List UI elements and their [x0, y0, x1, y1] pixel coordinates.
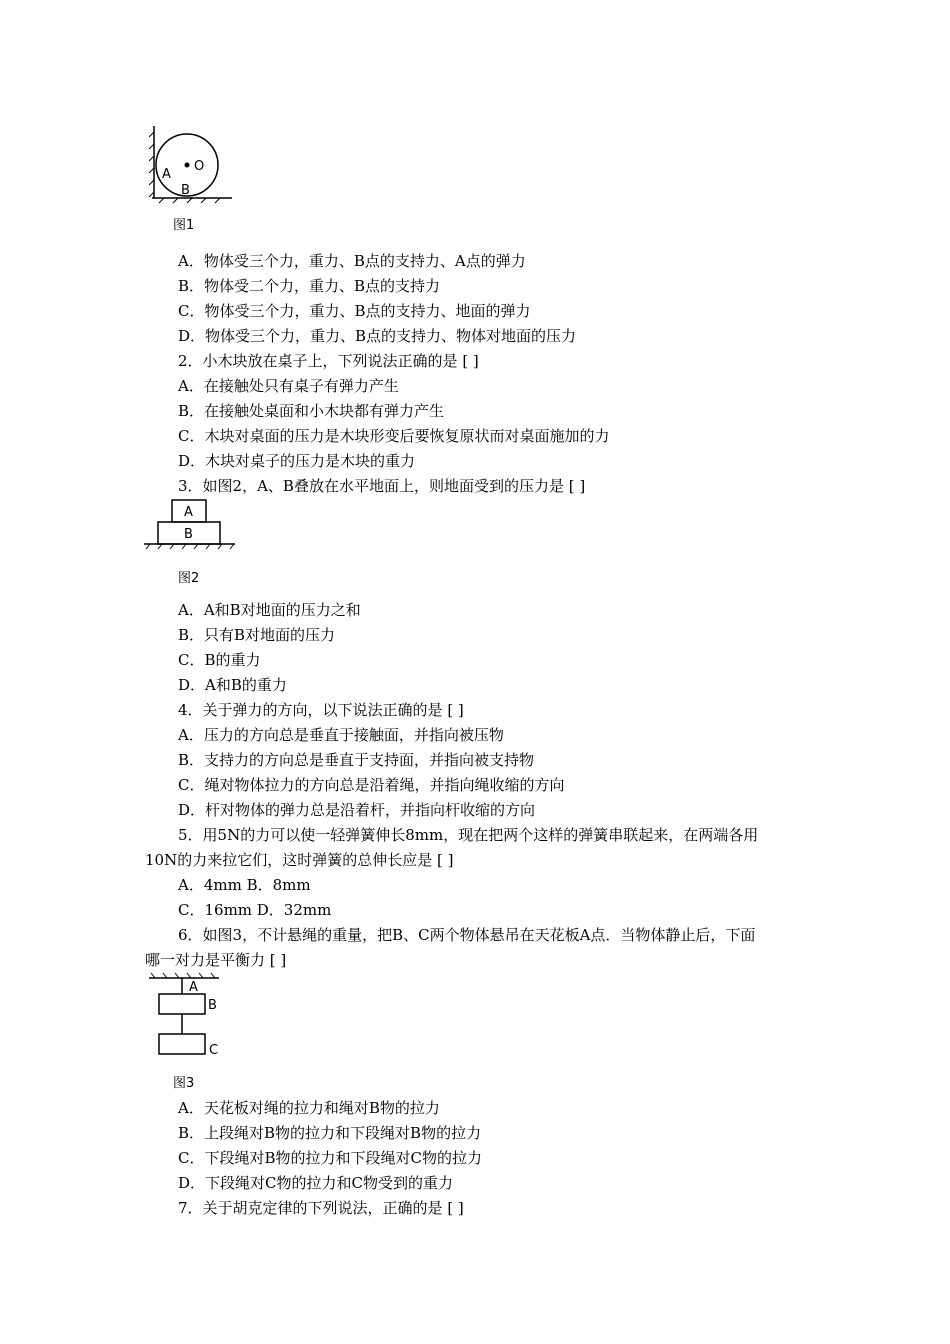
q2-option-b: B．在接触处桌面和小木块都有弹力产生 [178, 402, 445, 420]
q3-option-b: B．只有B对地面的压力 [178, 626, 336, 644]
q6-option-b: B．上段绳对B物的拉力和下段绳对B物的拉力 [178, 1124, 482, 1142]
q5-options-line-1: A．4mm B．8mm [178, 876, 311, 894]
figure-1-label-b: B [181, 183, 190, 198]
q5-stem-line-2: 10N的力来拉它们，这时弹簧的总伸长应是 [ ] [145, 851, 454, 869]
figure-3-caption: 图3 [173, 1076, 195, 1091]
q1-option-d: D．物体受三个力，重力、B点的支持力、物体对地面的压力 [178, 327, 577, 345]
q7-stem: 7．关于胡克定律的下列说法，正确的是 [ ] [178, 1199, 464, 1217]
q4-option-a: A．压力的方向总是垂直于接触面，并指向被压物 [178, 726, 504, 744]
figure-3-diagram [145, 970, 230, 1065]
q3-option-c: C．B的重力 [178, 651, 261, 669]
q6-stem-line-1: 6．如图3，不计悬绳的重量，把B、C两个物体悬吊在天花板A点．当物体静止后，下面 [178, 926, 756, 944]
q4-option-c: C．绳对物体拉力的方向总是沿着绳，并指向绳收缩的方向 [178, 776, 565, 794]
q2-stem: 2．小木块放在桌子上，下列说法正确的是 [ ] [178, 352, 479, 370]
q1-option-c: C．物体受三个力，重力、B点的支持力、地面的弹力 [178, 302, 531, 320]
q4-option-b: B．支持力的方向总是垂直于支持面，并指向被支持物 [178, 751, 535, 769]
figure-2-label-b: B [184, 527, 193, 542]
figure-3-label-a: A [189, 980, 198, 995]
figure-2-label-a: A [184, 505, 193, 520]
q4-stem: 4．关于弹力的方向，以下说法正确的是 [ ] [178, 701, 464, 719]
q5-stem-line-1: 5．用5N的力可以使一轻弹簧伸长8mm，现在把两个这样的弹簧串联起来，在两端各用 [178, 826, 759, 844]
q3-option-a: A．A和B对地面的压力之和 [178, 601, 361, 619]
q6-stem-line-2: 哪一对力是平衡力 [ ] [145, 951, 287, 969]
q5-options-line-2: C．16mm D．32mm [178, 901, 332, 919]
q6-option-c: C．下段绳对B物的拉力和下段绳对C物的拉力 [178, 1149, 482, 1167]
q2-option-c: C．木块对桌面的压力是木块形变后要恢复原状而对桌面施加的力 [178, 427, 610, 445]
figure-1-caption: 图1 [173, 218, 195, 233]
q4-option-d: D．杆对物体的弹力总是沿着杆，并指向杆收缩的方向 [178, 801, 536, 819]
q6-option-d: D．下段绳对C物的拉力和C物受到的重力 [178, 1174, 453, 1192]
q3-stem: 3．如图2，A、B叠放在水平地面上，则地面受到的压力是 [ ] [178, 477, 586, 495]
q1-option-b: B．物体受二个力，重力、B点的支持力 [178, 277, 441, 295]
q2-option-a: A．在接触处只有桌子有弹力产生 [178, 377, 399, 395]
figure-1-diagram [140, 122, 235, 207]
figure-3-label-c: C [209, 1043, 219, 1058]
q6-option-a: A．天花板对绳的拉力和绳对B物的拉力 [178, 1099, 440, 1117]
figure-2-diagram [140, 497, 240, 557]
q2-option-d: D．木块对桌子的压力是木块的重力 [178, 452, 416, 470]
figure-3-label-b: B [208, 998, 217, 1013]
q1-option-a: A．物体受三个力，重力、B点的支持力、A点的弹力 [178, 252, 526, 270]
figure-2-caption: 图2 [178, 571, 200, 586]
figure-1-label-o: O [194, 159, 205, 174]
q3-option-d: D．A和B的重力 [178, 676, 287, 694]
figure-1-label-a: A [162, 167, 171, 182]
